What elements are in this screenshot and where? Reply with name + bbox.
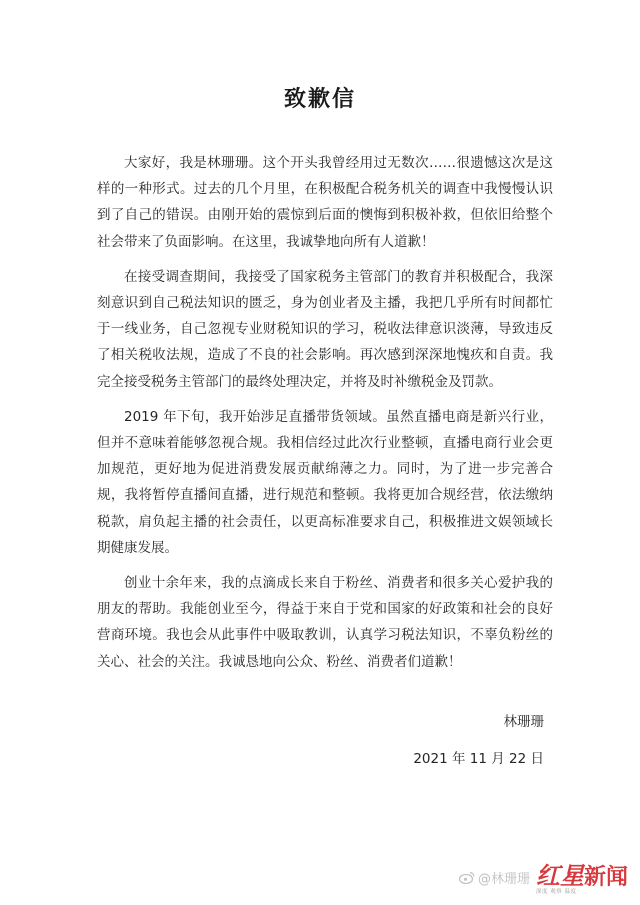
paragraph-4: 创业十余年来，我的点滴成长来自于粉丝、消费者和很多关心爱护我的朋友的帮助。我能创业至今，得益于来自于党和国家的好政策和社会的良好营商环境。我也会从此事件中吸取教训，认真学习税法知识，不辜负粉丝的关心、社会的关注。我诚恳地向公众、粉丝、消费者们道歉！ bbox=[97, 575, 553, 670]
paragraph-1: 大家好，我是林珊珊。这个开头我曾经用过无数次……很遗憾这次是这样的一种形式。过去的几个月里，在积极配合税务机关的调查中我慢慢认识到了自己的错误。由刚开始的震惊到后面的懊悔到积极补救，但依旧给整个社会带来了负面影响。在这里，我诚挚地向所有人道歉！ bbox=[97, 155, 553, 250]
watermark bbox=[459, 860, 628, 896]
letter-body bbox=[97, 150, 553, 684]
weibo-icon bbox=[459, 871, 475, 884]
letter-title: 致歉信 bbox=[283, 87, 356, 112]
news-subtitle: 深度 观察 温度 bbox=[535, 888, 577, 895]
letter-date: 2021 年 11 月 22 日 bbox=[413, 751, 544, 767]
weibo-watermark bbox=[459, 868, 530, 895]
paragraph-3: 2019 年下旬，我开始涉足直播带货领域。虽然直播电商是新兴行业，但并不意味着能够忽视合规。我相信经过此次行业整顿，直播电商行业会更加规范，更好地为促进消费发展贡献绵薄之力。同时，为了进一步完善合规，我将暂停直播间直播，进行规范和整顿。我将更加合规经营，依法缴纳税款，肩负起主播的社会责任，以更高标准要求自己，积极推进文娱领域长期健康发展。 bbox=[97, 408, 553, 556]
signature: 林珊珊 bbox=[503, 714, 544, 730]
weibo-handle: @林珊珊 bbox=[477, 872, 530, 887]
news-brand-part1: 红星 bbox=[535, 860, 584, 890]
news-brand-part2: 新闻 bbox=[583, 863, 628, 890]
paragraph-2: 在接受调查期间，我接受了国家税务主管部门的教育并积极配合，我深刻意识到自己税法知识的匮乏，身为创业者及主播，我把几乎所有时间都忙于一线业务，自己忽视专业财税知识的学习，税收法律意识淡薄，导致违反了相关税收法规，造成了不良的社会影响。再次感到深深地愧疚和自责。我完全接受税务主管部门的最终处理决定，并将及时补缴税金及罚款。 bbox=[97, 268, 553, 390]
hongxing-news-logo bbox=[535, 860, 628, 896]
